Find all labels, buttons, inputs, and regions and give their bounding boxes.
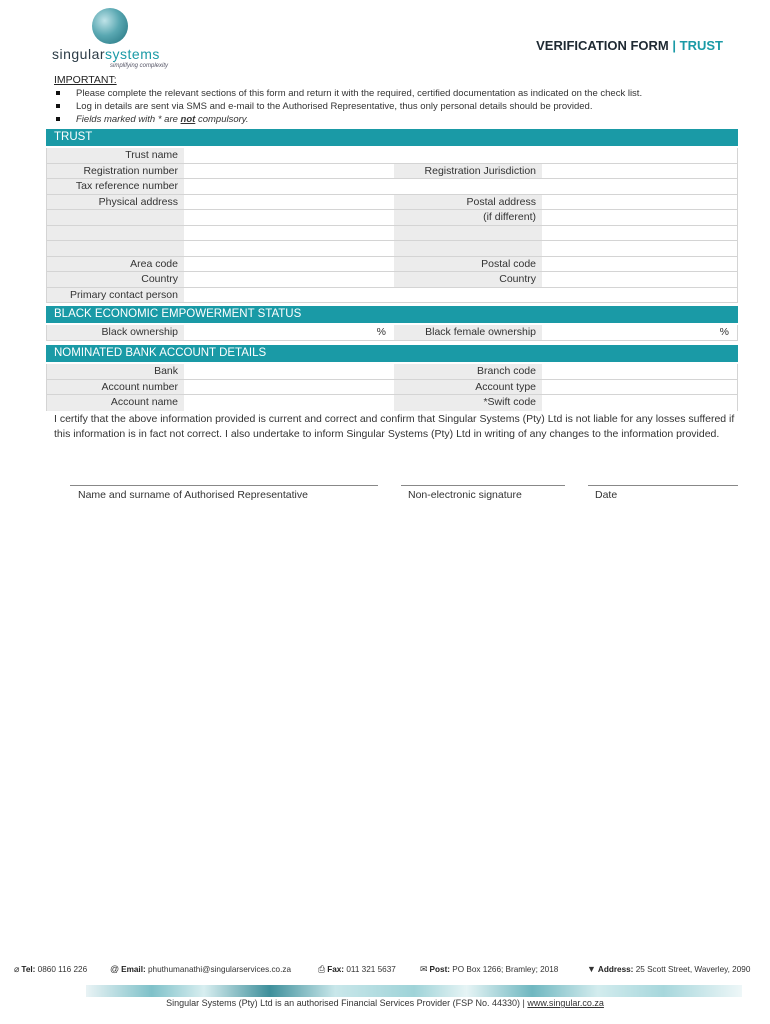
logo-word-singular: singular — [52, 46, 106, 62]
logo-tagline: simplifying complexity — [110, 63, 169, 69]
footer-post — [420, 964, 558, 975]
physical-address-spacer — [47, 210, 184, 225]
address-row-2 — [47, 210, 737, 226]
physical-address-label: Physical address — [47, 195, 184, 210]
physical-address-line-2[interactable] — [184, 210, 394, 225]
signature-label: Non-electronic signature — [408, 489, 522, 501]
name-signature-line[interactable] — [70, 485, 378, 501]
physical-address-spacer-2 — [47, 226, 184, 241]
bullet3-text-c: compulsory. — [195, 114, 249, 125]
registration-jurisdiction-field[interactable] — [542, 164, 737, 179]
postal-code-field[interactable] — [542, 257, 737, 272]
postal-code-label: Postal code — [394, 257, 542, 272]
title-kind: TRUST — [679, 38, 723, 53]
primary-contact-field[interactable] — [184, 288, 737, 303]
post-label: Post: — [429, 965, 451, 974]
account-type-field[interactable] — [542, 380, 737, 395]
area-code-label: Area code — [47, 257, 184, 272]
date-label: Date — [595, 489, 618, 501]
bank-row-1 — [47, 364, 737, 380]
primary-contact-row — [47, 288, 737, 304]
registration-jurisdiction-label: Registration Jurisdiction — [394, 164, 542, 179]
area-code-field[interactable] — [184, 257, 394, 272]
footer-fax — [318, 964, 396, 975]
fax-value: 011 321 5637 — [346, 965, 396, 974]
registration-row — [47, 164, 737, 180]
black-female-ownership-label: Black female ownership — [394, 325, 542, 340]
trust-name-row — [47, 148, 737, 164]
branch-code-field[interactable] — [542, 364, 737, 379]
address-row-4 — [47, 241, 737, 257]
mail-icon: ✉ — [420, 964, 428, 974]
name-signature-label: Name and surname of Authorised Representative — [78, 489, 308, 501]
account-type-label: Account type — [394, 380, 542, 395]
fax-label: Fax: — [327, 965, 345, 974]
bee-grid — [46, 325, 738, 341]
swift-code-label: *Swift code — [394, 395, 542, 411]
bank-field[interactable] — [184, 364, 394, 379]
tel-label: Tel: — [21, 965, 36, 974]
bank-label: Bank — [47, 364, 184, 379]
black-ownership-label: Black ownership — [47, 325, 184, 340]
physical-address-spacer-3 — [47, 241, 184, 256]
postal-address-spacer — [394, 226, 542, 241]
at-icon: @ — [110, 964, 120, 974]
black-female-ownership-field[interactable]: % — [542, 325, 737, 340]
postal-address-spacer-2 — [394, 241, 542, 256]
primary-contact-label: Primary contact person — [47, 288, 184, 303]
bank-grid — [46, 364, 738, 411]
phone-icon: ⌀ — [14, 964, 20, 974]
address-label: Address: — [597, 965, 634, 974]
tax-reference-label: Tax reference number — [47, 179, 184, 194]
address-row-3 — [47, 226, 737, 242]
account-name-field[interactable] — [184, 395, 394, 411]
title-main: VERIFICATION FORM — [536, 38, 669, 53]
title-separator: | — [672, 38, 677, 53]
tel-value: 0860 116 226 — [37, 965, 88, 974]
country-field-left[interactable] — [184, 272, 394, 287]
important-bullet-2: Log in details are sent via SMS and e-mail to the Authorised Representative, thus only personal details should be provided. — [54, 100, 744, 113]
email-label: Email: — [121, 965, 146, 974]
footer-contacts — [14, 964, 760, 978]
black-ownership-field[interactable]: % — [184, 325, 394, 340]
postal-address-line-1[interactable] — [542, 195, 737, 210]
certification-text: I certify that the above information provided is current and correct and confirm that Singular Systems (Pty) Ltd is not liable for any losses suffered if this information is in fact not correct. I also undertake to inform Singular Systems (Pty) Ltd in writing of any changes to the information provided. — [54, 413, 735, 440]
logo-word-systems: systems — [105, 46, 160, 62]
country-row — [47, 272, 737, 288]
physical-address-line-1[interactable] — [184, 195, 394, 210]
postal-address-label: Postal address — [394, 195, 542, 210]
code-row — [47, 257, 737, 273]
country-field-right[interactable] — [542, 272, 737, 287]
postal-address-line-3[interactable] — [542, 226, 737, 241]
postal-address-line-4[interactable] — [542, 241, 737, 256]
page-title — [536, 38, 723, 53]
physical-address-line-3[interactable] — [184, 226, 394, 241]
footer-address — [587, 964, 750, 974]
physical-address-line-4[interactable] — [184, 241, 394, 256]
signature-line[interactable] — [401, 485, 565, 501]
important-list — [54, 87, 744, 126]
globe-logo-icon — [92, 8, 128, 44]
website-link[interactable]: www.singular.co.za — [527, 998, 604, 1008]
bank-row-2 — [47, 380, 737, 396]
tax-reference-row — [47, 179, 737, 195]
footer-decorative-band — [86, 985, 742, 997]
postal-if-different-label: (if different) — [394, 210, 542, 225]
important-bullet-1: Please complete the relevant sections of this form and return it with the required, certified documentation as indicated on the check list. — [54, 87, 744, 100]
country-label-left: Country — [47, 272, 184, 287]
account-number-label: Account number — [47, 380, 184, 395]
tax-reference-field[interactable] — [184, 179, 737, 194]
date-signature-line[interactable] — [588, 485, 738, 501]
important-heading: IMPORTANT: — [54, 74, 117, 86]
trust-name-label: Trust name — [47, 148, 184, 163]
bank-section-heading: NOMINATED BANK ACCOUNT DETAILS — [46, 345, 738, 362]
footer-email — [110, 964, 291, 974]
trust-grid — [46, 148, 738, 303]
location-pin-icon: ▼ — [587, 964, 596, 974]
swift-code-field[interactable] — [542, 395, 737, 411]
email-value: phuthumanathi@singularservices.co.za — [148, 965, 292, 974]
account-number-field[interactable] — [184, 380, 394, 395]
bee-row — [47, 325, 737, 341]
branch-code-label: Branch code — [394, 364, 542, 379]
account-name-label: Account name — [47, 395, 184, 411]
company-logo — [52, 8, 172, 68]
logo-wordmark — [52, 46, 160, 62]
postal-address-line-2[interactable] — [542, 210, 737, 225]
bee-section-heading: BLACK ECONOMIC EMPOWERMENT STATUS — [46, 306, 738, 323]
registration-number-label: Registration number — [47, 164, 184, 179]
address-row-1 — [47, 195, 737, 211]
important-notes — [54, 74, 744, 126]
registration-number-field[interactable] — [184, 164, 394, 179]
footer-tel — [14, 964, 87, 975]
address-value: 25 Scott Street, Waverley, 2090 — [635, 965, 751, 974]
footer-legal — [0, 998, 770, 1008]
trust-section-heading: TRUST — [46, 129, 738, 146]
bank-row-3 — [47, 395, 737, 411]
trust-name-field[interactable] — [184, 148, 737, 163]
country-label-right: Country — [394, 272, 542, 287]
bullet3-text-a: Fields marked with * are — [76, 114, 181, 125]
post-value: PO Box 1266; Bramley; 2018 — [452, 965, 559, 974]
important-bullet-3 — [54, 113, 744, 126]
bullet3-text-not: not — [180, 114, 196, 125]
fax-icon: ⎙ — [318, 964, 326, 974]
legal-text: Singular Systems (Pty) Ltd is an authorised Financial Services Provider (FSP No. 44330) | — [166, 998, 528, 1008]
